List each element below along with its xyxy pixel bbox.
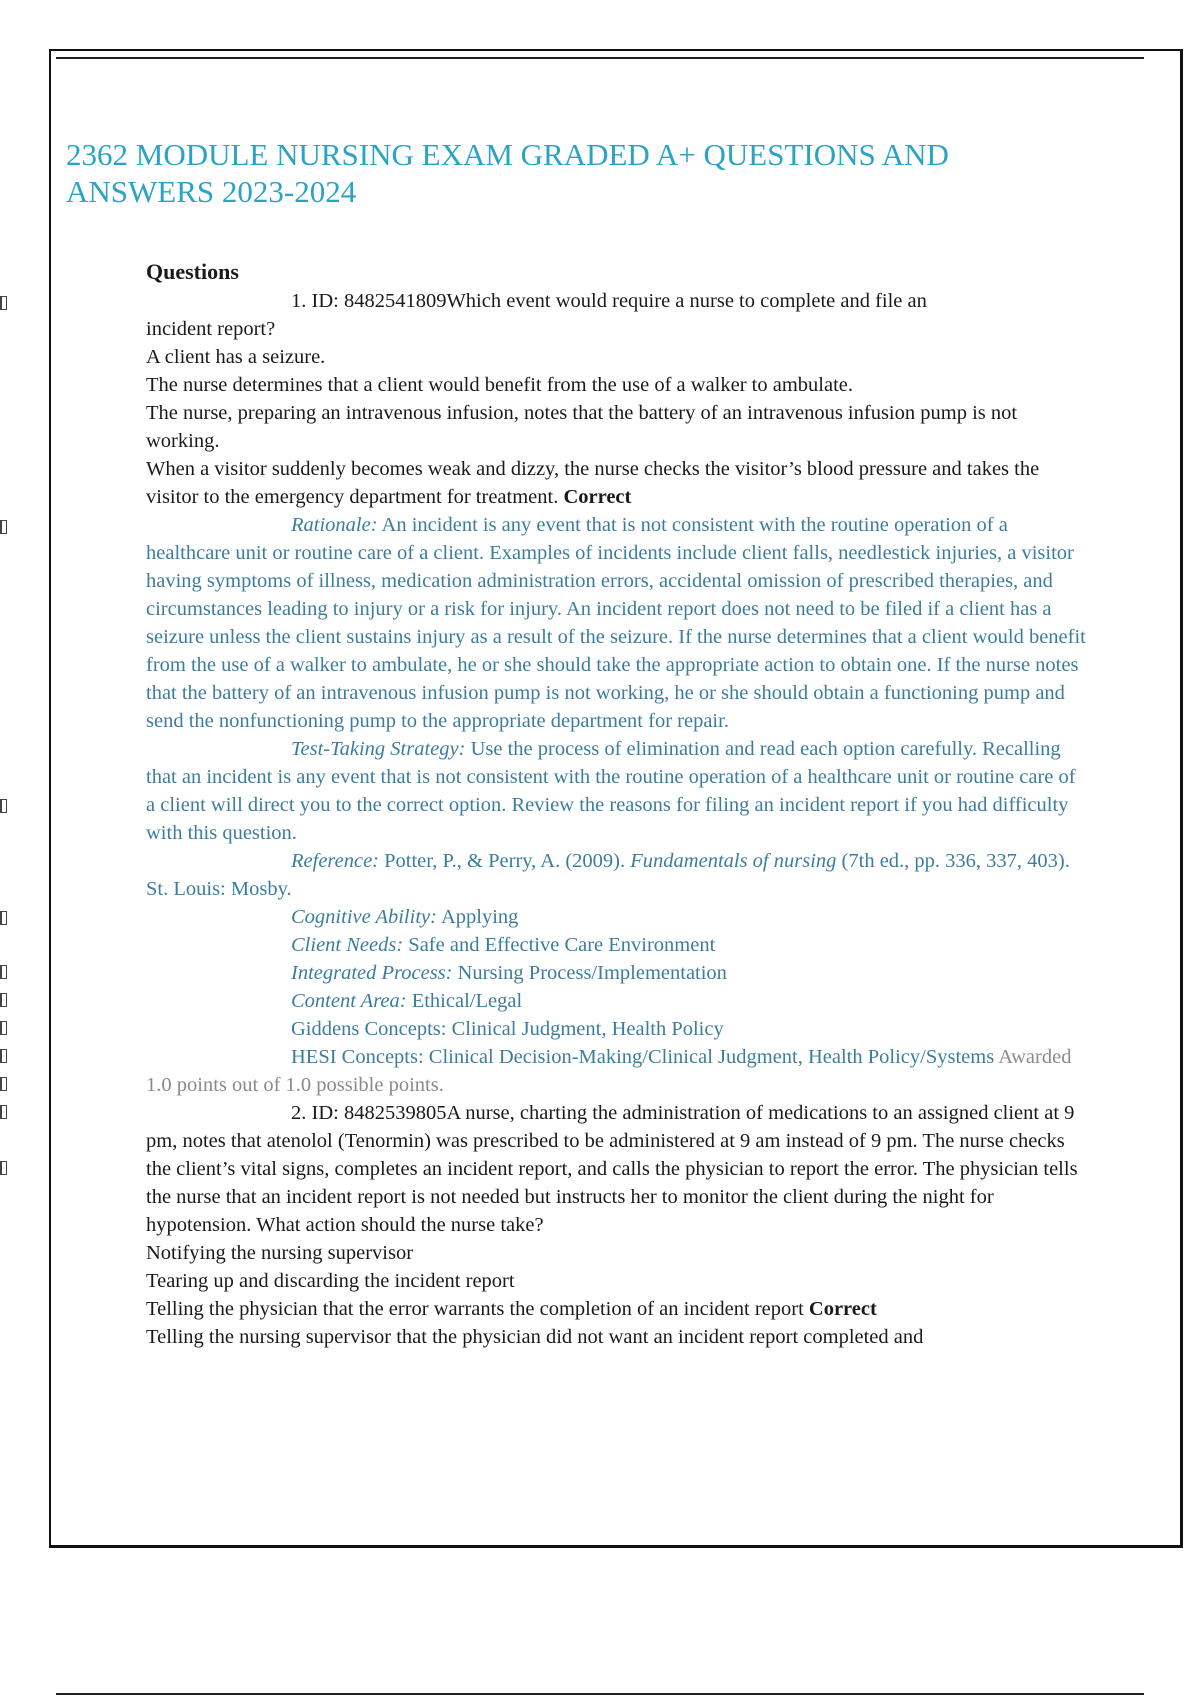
margin-marker <box>0 911 7 925</box>
margin-marker <box>0 799 7 813</box>
q1-cognitive <box>146 903 1086 931</box>
cognitive-label: Cognitive Ability: <box>291 906 437 928</box>
document-body <box>146 258 1086 1351</box>
q1-option-2: The nurse determines that a client would benefit from the use of a walker to ambulate. <box>146 374 853 396</box>
q2-option-2: Tearing up and discarding the incident report <box>146 1270 515 1292</box>
top-rule <box>56 57 1144 59</box>
q2-stem-text: A nurse, charting the administration of medications to an assigned client at 9 pm, notes that atenolol (Tenormin) was prescribed to be administered at 9 am instead of 9 pm. The nurse checks the client’s vital signs, completes an incident report, and calls the physician to report the error. The physician tells the nurse that an incident report is not needed but instructs her to monitor the client during the night for hypotension. What action should the nurse take? <box>146 1102 1078 1236</box>
reference-authors: Potter, P., & Perry, A. (2009). <box>384 850 626 872</box>
q1-client-needs <box>146 931 1086 959</box>
q2-option-3 <box>146 1295 1086 1323</box>
q1-stem-start: Which event would require a nurse to complete and file an <box>446 290 927 312</box>
client-needs-label: Client Needs: <box>291 934 404 956</box>
q2-correct-label: Correct <box>808 1298 877 1320</box>
q2-option-1: Notifying the nursing supervisor <box>146 1242 414 1264</box>
margin-marker <box>0 1105 7 1119</box>
content-area-value: Ethical/Legal <box>411 990 523 1012</box>
rationale-text: An incident is any event that is not consistent with the routine operation of a healthcare unit or routine care of a client. Examples of incidents include client falls, needlestick injuries, a visitor having symptoms of illness, medication administration errors, accidental omission of prescribed therapies, and circumstances leading to injury or a risk for injury. An incident report does not need to be filed if a client has a seizure unless the client sustains injury as a result of the seizure. If the nurse determines that a client would benefit from the use of a walker to ambulate, he or she should take the appropriate action to obtain one. If the nurse notes that the battery of an intravenous infusion pump is not working, he or she should obtain a functioning pump and send the nonfunctioning pump to the appropriate department for repair. <box>146 514 1086 732</box>
reference-book: Fundamentals of nursing <box>630 850 837 872</box>
cognitive-value: Applying <box>440 906 519 928</box>
q1-rationale <box>146 511 1086 735</box>
margin-marker <box>0 993 7 1007</box>
margin-marker <box>0 296 7 310</box>
reference-label: Reference: <box>291 850 380 872</box>
q1-option-3: The nurse, preparing an intravenous infusion, notes that the battery of an intravenous infusion pump is not working. <box>146 402 1018 452</box>
q1-hesi-awarded <box>146 1043 1086 1099</box>
q1-option-1: A client has a seizure. <box>146 346 326 368</box>
process-label: Integrated Process: <box>291 962 453 984</box>
q2-option-3-text: Telling the physician that the error warrants the completion of an incident report <box>146 1298 804 1320</box>
q1-strategy <box>146 735 1086 847</box>
margin-marker <box>0 965 7 979</box>
q2-option-4: Telling the nursing supervisor that the physician did not want an incident report completed and <box>146 1326 924 1348</box>
strategy-label: Test-Taking Strategy: <box>291 738 466 760</box>
process-value: Nursing Process/Implementation <box>457 962 727 984</box>
q1-process <box>146 959 1086 987</box>
q1-giddens: Giddens Concepts: Clinical Judgment, Health Policy <box>291 1018 724 1040</box>
q1-correct-label: Correct <box>563 486 632 508</box>
q1-content-area <box>146 987 1086 1015</box>
margin-marker <box>0 1021 7 1035</box>
content-area-label: Content Area: <box>291 990 407 1012</box>
client-needs-value: Safe and Effective Care Environment <box>408 934 716 956</box>
margin-marker <box>0 1049 7 1063</box>
q1-reference <box>146 847 1086 903</box>
strategy-text: Use the process of elimination and read each option carefully. Recalling that an incident is any event that is not consistent with the routine operation of a healthcare unit or routine care of a client will direct you to the correct option. Review the reasons for filing an incident report if you had difficulty with this question. <box>146 738 1076 844</box>
margin-marker <box>0 520 7 534</box>
q1-number: 1. <box>291 290 307 312</box>
q1-option-4-text: When a visitor suddenly becomes weak and dizzy, the nurse checks the visitor’s blood pressure and takes the visitor to the emergency department for treatment. <box>146 458 1040 508</box>
reference-rest: (7th ed., pp. 336, 337, 403). St. Louis: Mosby. <box>146 850 1070 900</box>
section-heading: Questions <box>146 259 239 284</box>
q1-option-4 <box>146 455 1086 511</box>
q2-stem <box>146 1099 1086 1239</box>
q2-number: 2. <box>291 1102 307 1124</box>
q1-id: ID: 8482541809 <box>311 290 447 312</box>
q1-hesi: HESI Concepts: Clinical Decision-Making/Clinical Judgment, Health Policy/Systems <box>291 1046 995 1068</box>
margin-marker <box>0 1161 7 1175</box>
bottom-rule <box>56 1693 1144 1695</box>
q2-id: ID: 8482539805 <box>311 1102 447 1124</box>
q1-stem-end: incident report? <box>146 318 276 340</box>
q1-awarded: Awarded 1.0 points out of 1.0 possible points. <box>146 1046 1072 1096</box>
q1-stem <box>146 287 1086 315</box>
margin-marker <box>0 1077 7 1091</box>
rationale-label: Rationale: <box>291 514 378 536</box>
document-title: 2362 MODULE NURSING EXAM GRADED A+ QUESTIONS AND ANSWERS 2023-2024 <box>66 137 949 209</box>
